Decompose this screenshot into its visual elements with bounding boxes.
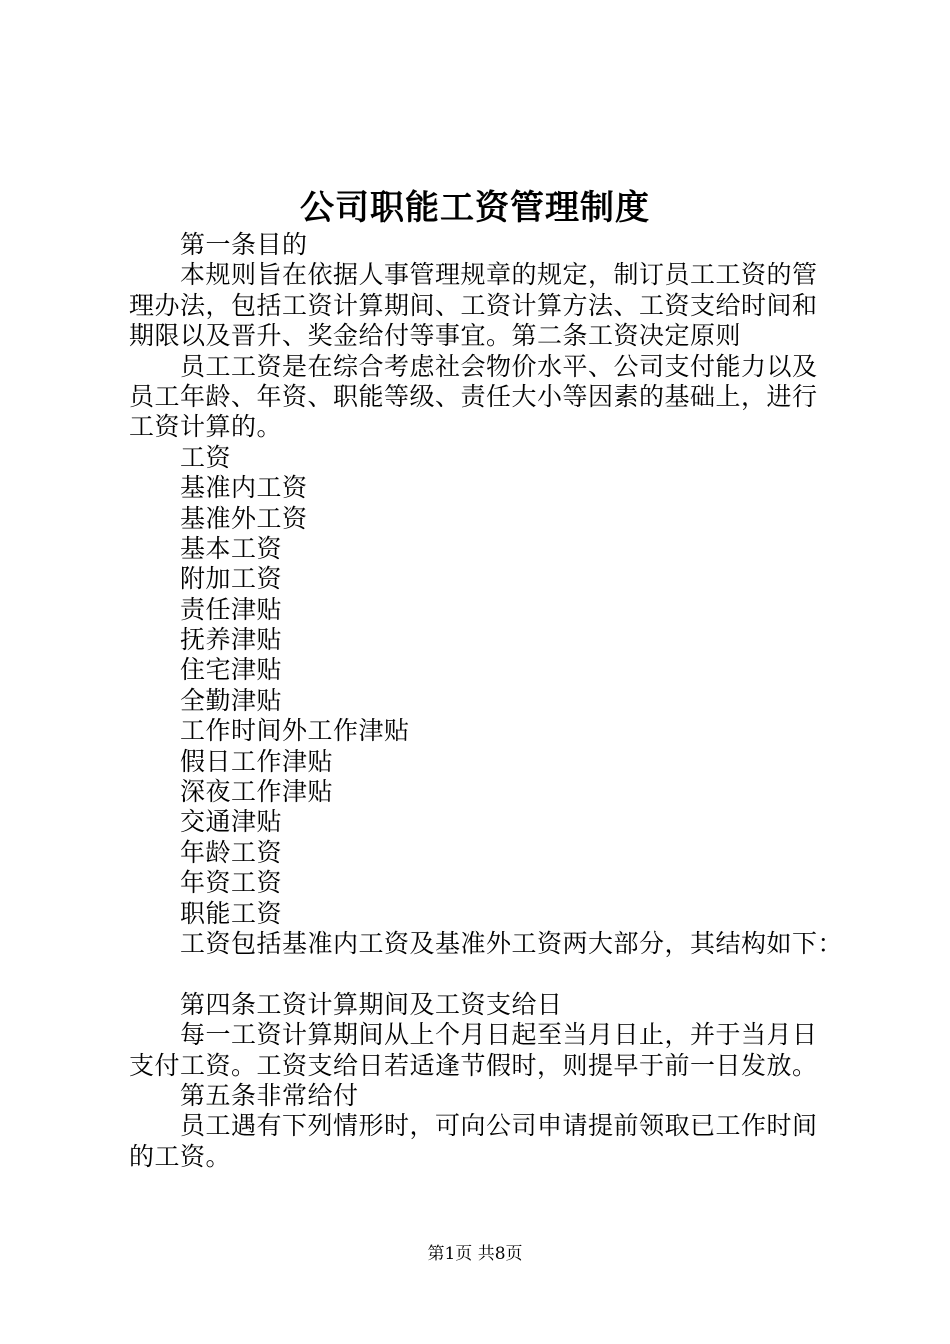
text-line: 工作时间外工作津贴 xyxy=(180,716,410,746)
text-line: 每一工资计算期间从上个月日起至当月日止，并于当月日 xyxy=(180,1020,818,1050)
text-line: 基准外工资 xyxy=(180,503,308,533)
text-line: 工资计算的。 xyxy=(129,412,283,442)
text-line: 职能工资 xyxy=(180,898,283,928)
text-line: 责任津贴 xyxy=(180,594,283,624)
text-line: 第五条非常给付 xyxy=(180,1080,359,1110)
text-line: 工资 xyxy=(180,442,232,472)
text-line: 第一条目的 xyxy=(180,230,308,259)
document-title: 公司职能工资管理制度 xyxy=(300,188,650,228)
text-line: 员工年龄、年资、职能等级、责任大小等因素的基础上，进行 xyxy=(129,381,818,411)
text-line: 抚养津贴 xyxy=(180,625,283,655)
text-line: 理办法，包括工资计算期间、工资计算方法、工资支给时间和 xyxy=(129,290,818,320)
text-line: 住宅津贴 xyxy=(180,655,283,685)
text-line: 工资包括基准内工资及基准外工资两大部分，其结构如下： xyxy=(180,928,844,958)
text-line: 第四条工资计算期间及工资支给日 xyxy=(180,989,563,1019)
text-line: 支付工资。工资支给日若适逢节假时，则提早于前一日发放。 xyxy=(129,1050,818,1080)
page-footer: 第1页 共8页 xyxy=(427,1244,523,1264)
text-line: 基准内工资 xyxy=(180,473,308,503)
text-line: 假日工作津贴 xyxy=(180,746,334,776)
text-line: 期限以及晋升、奖金给付等事宜。第二条工资决定原则 xyxy=(129,321,742,351)
text-line: 年资工资 xyxy=(180,868,283,898)
text-line: 附加工资 xyxy=(180,564,283,594)
text-line: 本规则旨在依据人事管理规章的规定，制订员工工资的管 xyxy=(180,260,818,290)
text-line: 基本工资 xyxy=(180,533,283,563)
text-line: 交通津贴 xyxy=(180,807,283,837)
document-body xyxy=(129,230,844,1172)
text-line: 员工遇有下列情形时，可向公司申请提前领取已工作时间 xyxy=(180,1111,818,1141)
text-line: 的工资。 xyxy=(129,1141,232,1171)
blank-line xyxy=(129,959,834,989)
text-line: 深夜工作津贴 xyxy=(180,777,334,807)
text-line: 全勤津贴 xyxy=(180,685,283,715)
text-line: 员工工资是在综合考虑社会物价水平、公司支付能力以及 xyxy=(180,351,818,381)
text-line: 年龄工资 xyxy=(180,837,283,867)
